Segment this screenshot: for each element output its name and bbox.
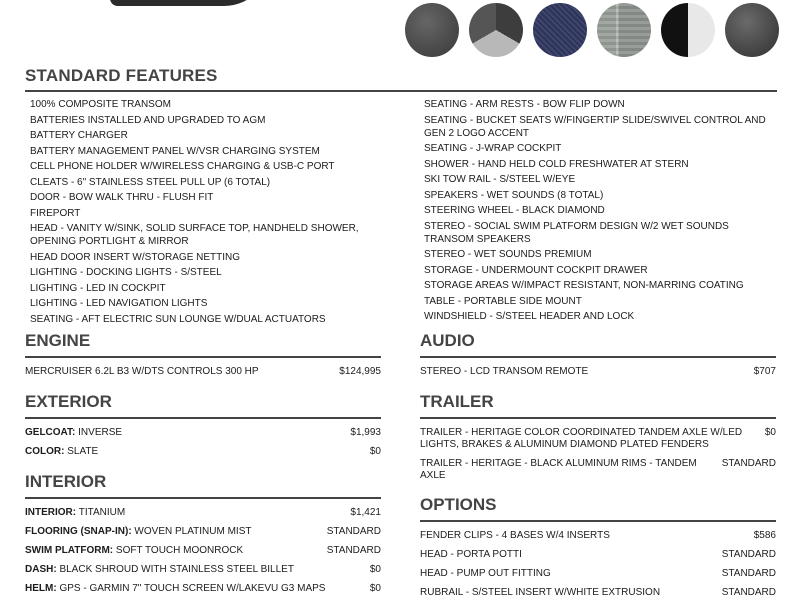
feature-item: LIGHTING - DOCKING LIGHTS - S/STEEL bbox=[30, 267, 222, 278]
line-item-label: DASH: bbox=[25, 564, 57, 575]
line-item bbox=[420, 458, 776, 482]
options-rows bbox=[420, 530, 776, 599]
line-item-text: TRAILER - HERITAGE - BLACK ALUMINUM RIMS - TANDEM AXLE bbox=[420, 458, 697, 481]
line-item-description bbox=[25, 564, 370, 576]
line-item-price: $124,995 bbox=[339, 366, 381, 377]
options-section bbox=[420, 495, 776, 606]
line-item-description bbox=[420, 587, 722, 599]
line-item-price: $1,421 bbox=[350, 507, 381, 518]
line-item-text: HEAD - PORTA POTTI bbox=[420, 549, 522, 560]
engine-title: ENGINE bbox=[25, 331, 91, 350]
feature-item: STEERING WHEEL - BLACK DIAMOND bbox=[424, 205, 605, 216]
standard-features-rule bbox=[25, 90, 777, 92]
interior-section bbox=[25, 472, 381, 602]
exterior-rule bbox=[25, 417, 381, 419]
line-item bbox=[25, 564, 381, 576]
feature-item: BATTERIES INSTALLED AND UPGRADED TO AGM bbox=[30, 114, 266, 126]
line-item-description bbox=[420, 427, 765, 451]
standard-features-title: STANDARD FEATURES bbox=[25, 66, 218, 85]
line-item-text: STEREO - LCD TRANSOM REMOTE bbox=[420, 366, 589, 377]
feature-item: BATTERY CHARGER bbox=[30, 130, 128, 141]
line-item-text: GPS - GARMIN 7" TOUCH SCREEN W/LAKEVU G3 MAPS bbox=[56, 583, 326, 594]
line-item bbox=[25, 583, 381, 595]
line-item-price: $707 bbox=[753, 366, 776, 377]
line-item bbox=[25, 526, 381, 538]
audio-title: AUDIO bbox=[420, 331, 475, 350]
line-item bbox=[420, 568, 776, 580]
line-item-description bbox=[25, 526, 327, 538]
feature-item: DOOR - BOW WALK THRU - FLUSH FIT bbox=[30, 192, 214, 203]
feature-item: SPEAKERS - WET SOUNDS (8 TOTAL) bbox=[424, 189, 604, 201]
swatch-graphite bbox=[725, 3, 779, 57]
line-item-text: MERCRUISER 6.2L B3 W/DTS CONTROLS 300 HP bbox=[25, 366, 259, 377]
swatch-tri-tone bbox=[469, 3, 523, 57]
line-item-text: SLATE bbox=[64, 446, 99, 457]
line-item bbox=[420, 366, 776, 378]
line-item bbox=[420, 427, 776, 451]
line-item-label: SWIM PLATFORM: bbox=[25, 545, 114, 556]
feature-item: HEAD - VANITY W/SINK, SOLID SURFACE TOP, HANDHELD SHOWER, OPENING PORTLIGHT & MIRROR bbox=[30, 223, 359, 247]
feature-item: SKI TOW RAIL - S/STEEL W/EYE bbox=[424, 174, 576, 185]
feature-item: CLEATS - 6" STAINLESS STEEL PULL UP (6 TOTAL) bbox=[30, 176, 271, 188]
feature-item: SEATING - ARM RESTS - BOW FLIP DOWN bbox=[424, 99, 625, 110]
line-item-text: TRAILER - HERITAGE COLOR COORDINATED TANDEM AXLE W/LED LIGHTS, BRAKES & ALUMINUM DIAMOND PLATED FENDERS bbox=[420, 427, 743, 450]
line-item bbox=[420, 587, 776, 599]
feature-item: HEAD DOOR INSERT W/STORAGE NETTING bbox=[30, 251, 241, 263]
line-item-price: $586 bbox=[753, 530, 776, 541]
line-item-description bbox=[25, 446, 370, 458]
boat-graphic bbox=[110, 0, 270, 6]
line-item-description bbox=[25, 366, 339, 378]
line-item-description bbox=[25, 507, 350, 519]
feature-item: WINDSHIELD - S/STEEL HEADER AND LOCK bbox=[424, 311, 635, 322]
engine-rule bbox=[25, 356, 381, 358]
feature-item: SHOWER - HAND HELD COLD FRESHWATER AT STERN bbox=[424, 158, 689, 170]
feature-item: FIREPORT bbox=[30, 207, 81, 219]
options-title: OPTIONS bbox=[420, 495, 497, 514]
line-item-label: INTERIOR: bbox=[25, 507, 77, 518]
line-item bbox=[420, 549, 776, 561]
line-item-description bbox=[25, 427, 350, 439]
line-item-text: SOFT TOUCH MOONROCK bbox=[113, 545, 244, 556]
feature-item: STEREO - SOCIAL SWIM PLATFORM DESIGN W/2 WET SOUNDS TRANSOM SPEAKERS bbox=[424, 220, 729, 245]
line-item-price: $0 bbox=[369, 446, 381, 457]
line-item-description bbox=[25, 545, 327, 557]
line-item bbox=[25, 427, 381, 439]
line-item-price: STANDARD bbox=[721, 587, 776, 598]
line-item-label: FLOORING (SNAP-IN): bbox=[25, 526, 132, 537]
audio-rule bbox=[420, 356, 776, 358]
engine-rows bbox=[25, 366, 381, 378]
line-item-description bbox=[420, 549, 722, 561]
line-item-description bbox=[420, 530, 754, 542]
line-item-label: HELM: bbox=[25, 583, 57, 594]
trailer-title: TRAILER bbox=[420, 392, 494, 411]
line-item-description bbox=[420, 458, 722, 482]
trailer-rule bbox=[420, 417, 776, 419]
interior-rule bbox=[25, 497, 381, 499]
line-item-price: STANDARD bbox=[326, 526, 381, 537]
line-item-description bbox=[25, 583, 370, 595]
feature-item: SEATING - AFT ELECTRIC SUN LOUNGE W/DUAL ACTUATORS bbox=[30, 313, 326, 325]
feature-item: LIGHTING - LED IN COCKPIT bbox=[30, 282, 166, 294]
swatch-dark-gray bbox=[405, 3, 459, 57]
line-item-price: $0 bbox=[369, 583, 381, 594]
line-item-text: WOVEN PLATINUM MIST bbox=[131, 526, 252, 537]
line-item bbox=[25, 545, 381, 557]
line-item-price: $0 bbox=[764, 427, 776, 438]
feature-item: TABLE - PORTABLE SIDE MOUNT bbox=[424, 295, 582, 307]
line-item-text: FENDER CLIPS - 4 BASES W/4 INSERTS bbox=[420, 530, 610, 541]
interior-rows bbox=[25, 507, 381, 595]
feature-item: STORAGE - UNDERMOUNT COCKPIT DRAWER bbox=[424, 264, 648, 276]
feature-item: BATTERY MANAGEMENT PANEL W/VSR CHARGING SYSTEM bbox=[30, 145, 320, 157]
feature-item: 100% COMPOSITE TRANSOM bbox=[30, 99, 171, 110]
line-item-description bbox=[420, 366, 754, 378]
exterior-section bbox=[25, 392, 381, 465]
options-rule bbox=[420, 520, 776, 522]
line-item-text: HEAD - PUMP OUT FITTING bbox=[420, 568, 551, 579]
line-item-label: COLOR: bbox=[25, 446, 65, 457]
standard-features-right-list bbox=[424, 98, 779, 326]
line-item-text: BLACK SHROUD WITH STAINLESS STEEL BILLET bbox=[56, 564, 294, 575]
audio-section bbox=[420, 331, 776, 385]
color-swatches bbox=[405, 3, 789, 57]
engine-section bbox=[25, 331, 381, 385]
audio-rows bbox=[420, 366, 776, 378]
trailer-section bbox=[420, 392, 776, 489]
line-item bbox=[25, 366, 381, 378]
exterior-title: EXTERIOR bbox=[25, 392, 112, 411]
line-item-price: $0 bbox=[369, 564, 381, 575]
feature-item: SEATING - J-WRAP COCKPIT bbox=[424, 143, 562, 154]
line-item-price: STANDARD bbox=[721, 458, 776, 469]
swatch-black-white bbox=[661, 3, 715, 57]
feature-item: LIGHTING - LED NAVIGATION LIGHTS bbox=[30, 298, 208, 309]
feature-item: STORAGE AREAS W/IMPACT RESISTANT, NON-MARRING COATING bbox=[424, 280, 744, 291]
feature-item: STEREO - WET SOUNDS PREMIUM bbox=[424, 249, 592, 260]
exterior-rows bbox=[25, 427, 381, 458]
interior-title: INTERIOR bbox=[25, 472, 107, 491]
line-item-price: STANDARD bbox=[721, 568, 776, 579]
line-item-price: STANDARD bbox=[721, 549, 776, 560]
line-item-text: TITANIUM bbox=[76, 507, 126, 518]
feature-item: SEATING - BUCKET SEATS W/FINGERTIP SLIDE/SWIVEL CONTROL AND GEN 2 LOGO ACCENT bbox=[424, 114, 766, 139]
line-item-description bbox=[420, 568, 722, 580]
line-item-text: INVERSE bbox=[75, 427, 123, 438]
line-item bbox=[420, 530, 776, 542]
line-item-price: STANDARD bbox=[326, 545, 381, 556]
swatch-gray-texture bbox=[597, 3, 651, 57]
trailer-rows bbox=[420, 427, 776, 482]
line-item bbox=[25, 507, 381, 519]
line-item-label: GELCOAT: bbox=[25, 427, 76, 438]
line-item bbox=[25, 446, 381, 458]
standard-features-left-list bbox=[30, 98, 375, 328]
line-item-price: $1,993 bbox=[350, 427, 381, 438]
line-item-text: RUBRAIL - S/STEEL INSERT W/WHITE EXTRUSION bbox=[420, 587, 661, 598]
swatch-navy-diamond bbox=[533, 3, 587, 57]
feature-item: CELL PHONE HOLDER W/WIRELESS CHARGING & USB-C PORT bbox=[30, 161, 335, 172]
